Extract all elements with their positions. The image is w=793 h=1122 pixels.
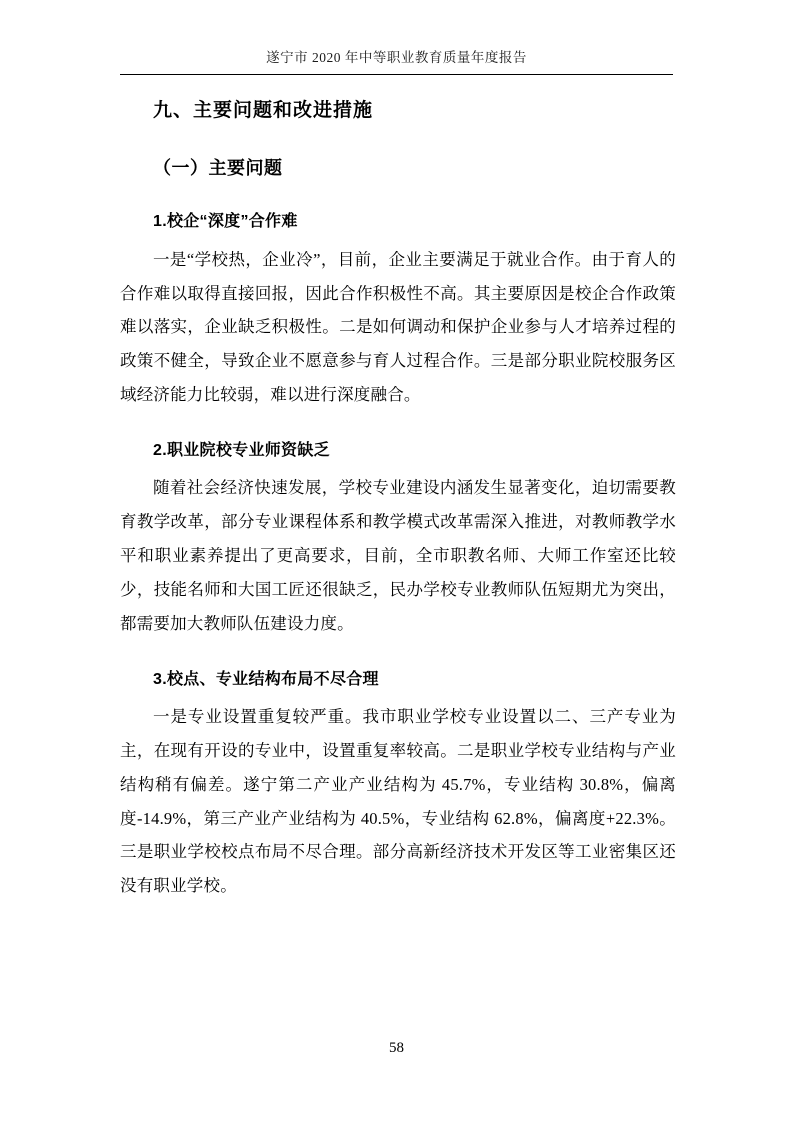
item-title-2: 2.职业院校专业师资缺乏 [153, 441, 330, 459]
page-content [120, 96, 676, 903]
item-body-1: 一是“学校热，企业冷”，目前，企业主要满足于就业合作。由于育人的合作难以取得直接回报，因此合作积极性不高。其主要原因是校企合作政策难以落实，企业缺乏积极性。二是如何调动和保护企业参与人才培养过程的政策不健全，导致企业不愿意参与育人过程合作。三是部分职业院校服务区域经济能力比较弱，难以进行深度融合。 [120, 249, 676, 405]
section-title: 九、主要问题和改进措施 [153, 100, 374, 121]
item-title-3: 3.校点、专业结构布局不尽合理 [153, 670, 379, 688]
subsection-title: （一）主要问题 [153, 158, 283, 179]
header-divider [120, 74, 673, 75]
page-number: 58 [389, 1040, 404, 1056]
running-title: 遂宁市 2020 年中等职业教育质量年度报告 [266, 50, 527, 65]
page-header [120, 46, 673, 66]
item-title-1: 1.校企“深度”合作难 [153, 213, 298, 231]
item-body-2: 随着社会经济快速发展，学校专业建设内涵发生显著变化，迫切需要教育教学改革，部分专业课程体系和教学模式改革需深入推进，对教师教学水平和职业素养提出了更高要求，目前，全市职教名师、大师工作室还比较少，技能名师和大国工匠还很缺乏，民办学校专业教师队伍短期尤为突出，都需要加大教师队伍建设力度。 [120, 478, 676, 633]
item-body-3: 一是专业设置重复较严重。我市职业学校专业设置以二、三产专业为主，在现有开设的专业中，设置重复率较高。二是职业学校专业结构与产业结构稍有偏差。遂宁第二产业产业结构为 45.7%，专业结构 30.8%，偏离度-14.9%，第三产业产业结构为 40.5%，专业结构 62.8%，偏离度+22.3%。三是职业学校校点布局不尽合理。部分高新经济技术开发区等工业密集区还没有职业学校。 [120, 707, 676, 896]
